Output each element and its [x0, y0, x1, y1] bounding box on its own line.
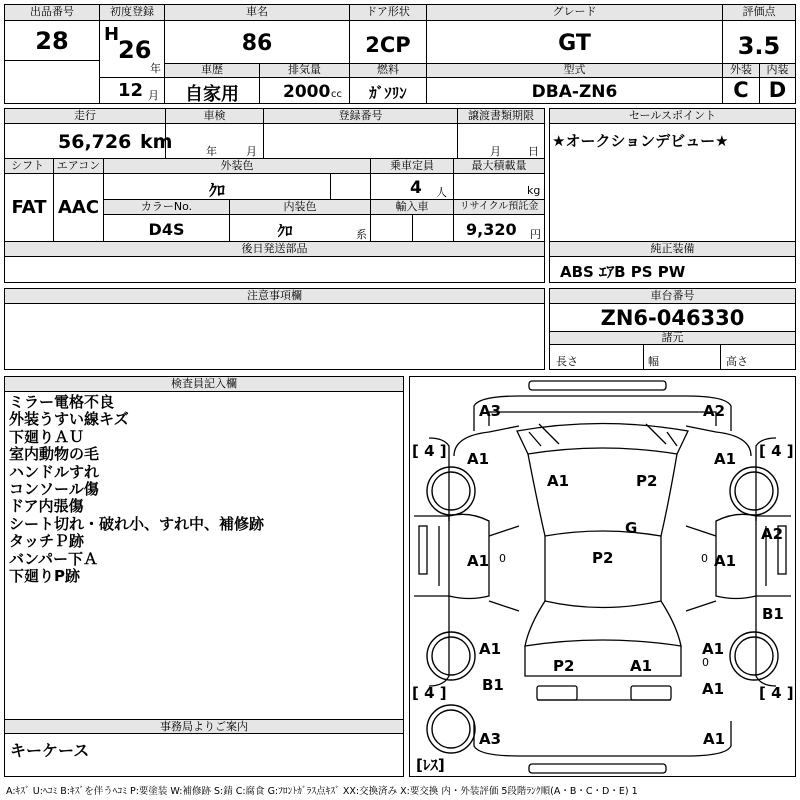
- history-label: 車歴: [165, 64, 259, 77]
- int-color-label: 内装色: [230, 200, 370, 215]
- ac: AAC: [57, 197, 100, 218]
- equipment: ABS ｴｱB PS PW: [560, 263, 686, 281]
- damage-mark: A3: [479, 402, 502, 420]
- damage-mark: P2: [553, 657, 575, 675]
- recycle-label: リサイクル預託金: [454, 200, 544, 215]
- tire-label-fr: [ 4 ]: [759, 442, 794, 460]
- inspection-year-unit: 年: [206, 145, 217, 158]
- ext-grade: C: [733, 78, 749, 102]
- inspector-note: 外装うすい線キズ: [9, 410, 129, 429]
- damage-mark: A2: [761, 525, 784, 543]
- import-label: 輸入車: [371, 200, 453, 215]
- inspector-note: 室内動物の毛: [9, 445, 100, 464]
- chassis-no: ZN6-046330: [600, 306, 745, 330]
- tire-label-fl: [ 4 ]: [412, 442, 447, 460]
- displacement-unit: cc: [331, 89, 342, 100]
- length-label: 長さ: [556, 355, 578, 368]
- first-reg-label: 初度登録: [100, 5, 164, 21]
- lot-no: 28: [35, 27, 69, 55]
- transfer-label: 譲渡書類期限: [458, 109, 544, 124]
- capacity-label: 乗車定員: [371, 159, 453, 174]
- spare-label: [ﾚｽ]: [416, 756, 445, 774]
- max-load-unit: kg: [527, 184, 541, 197]
- color-no-label: カラーNo.: [104, 200, 229, 215]
- inspector-note: ミラー電格不良: [9, 393, 115, 411]
- inspector-note: タッチＰ跡: [9, 532, 85, 551]
- inspector-note: バンパー下Ａ: [9, 549, 98, 568]
- damage-mark: A1: [467, 450, 490, 468]
- inspector-note: ドア内張傷: [9, 497, 84, 516]
- damage-mark: A1: [702, 640, 725, 658]
- cautions-label: 注意事項欄: [5, 289, 544, 304]
- damage-mark: B1: [482, 676, 504, 694]
- inspector-label: 検査員記入欄: [5, 377, 403, 392]
- grade: GT: [558, 31, 591, 56]
- mileage: 56,726: [58, 131, 132, 153]
- damage-mark: A3: [479, 730, 502, 748]
- damage-mark: A1: [630, 657, 653, 675]
- first-reg-month: 12: [118, 80, 144, 101]
- damage-mark: G: [625, 519, 638, 537]
- svg-text:0: 0: [701, 552, 708, 565]
- fuel-label: 燃料: [350, 64, 426, 77]
- ext-color: ｸﾛ: [208, 181, 225, 200]
- int-grade: D: [768, 78, 787, 102]
- capacity: 4: [410, 178, 422, 198]
- score-label: 評価点: [723, 5, 795, 21]
- lot-no-label: 出品番号: [5, 5, 99, 21]
- recycle-unit: 円: [530, 228, 541, 241]
- damage-mark: A1: [703, 730, 726, 748]
- damage-mark: A2: [703, 402, 726, 420]
- svg-text:0: 0: [499, 552, 506, 565]
- reg-no-label: 登録番号: [264, 109, 457, 124]
- damage-mark: P2: [592, 549, 614, 567]
- inspector-note: 下廻りＡＵ: [9, 427, 85, 446]
- model-label: 型式: [427, 64, 722, 77]
- month-unit: 月: [148, 89, 159, 102]
- car-diagram: [409, 376, 796, 777]
- damage-mark: B1: [762, 605, 784, 623]
- int-grade-label: 内装: [760, 64, 795, 77]
- door: 2CP: [365, 33, 411, 57]
- model: DBA-ZN6: [531, 82, 618, 102]
- history: 自家用: [185, 84, 239, 105]
- office-label: 事務局よりご案内: [5, 719, 403, 734]
- inspector-note: 下廻りP跡: [9, 567, 80, 586]
- width-label: 幅: [648, 355, 659, 368]
- damage-mark: A1: [702, 680, 725, 698]
- sales-point: ★オークションデビュー★: [552, 132, 729, 150]
- displacement-label: 排気量: [260, 64, 349, 77]
- inspector-note: シート切れ・破れ小、すれ中、補修跡: [9, 514, 265, 533]
- ext-color-label: 外装色: [104, 159, 370, 174]
- first-reg-year: 26: [118, 36, 152, 64]
- shift: FAT: [11, 197, 47, 218]
- score: 3.5: [737, 32, 781, 60]
- displacement: 2000: [283, 82, 331, 102]
- damage-mark: P2: [636, 472, 658, 490]
- inspector-notes: [9, 394, 264, 585]
- inspection-label: 車検: [166, 109, 263, 124]
- damage-mark: A1: [714, 450, 737, 468]
- legend: A:ｷｽﾞ U:ﾍｺﾐ B:ｷｽﾞを伴うﾍｺﾐ P:要塗装 W:補修跡 S:錆 C:腐食 G:ﾌﾛﾝﾄｶﾞﾗｽ点ｷｽﾞ XX:交換済み X:要交換 内・外装評価 5段階ﾗﾝｸ順(A・B・C・D・E) 1: [6, 786, 638, 797]
- inspector-note: コンソール傷: [9, 480, 99, 499]
- capacity-unit: 人: [436, 186, 447, 199]
- recycle: 9,320: [466, 220, 517, 239]
- int-color-unit: 系: [356, 228, 367, 241]
- damage-mark: A1: [467, 552, 490, 570]
- damage-mark: A1: [479, 640, 502, 658]
- chassis-label: 車台番号: [550, 289, 795, 304]
- damage-mark: A1: [547, 472, 570, 490]
- tire-label-rr: [ 4 ]: [759, 684, 794, 702]
- ext-grade-label: 外装: [723, 64, 759, 77]
- car-name-label: 車名: [165, 5, 349, 21]
- era: H: [104, 24, 120, 45]
- height-label: 高さ: [726, 355, 748, 368]
- tire-label-rl: [ 4 ]: [412, 684, 447, 702]
- office-note: キーケース: [10, 741, 90, 760]
- later-parts-label: 後日発送部品: [5, 242, 544, 257]
- year-unit: 年: [150, 62, 161, 75]
- max-load-label: 最大積載量: [454, 159, 544, 174]
- color-no: D4S: [148, 220, 185, 239]
- car-name: 86: [241, 31, 273, 56]
- specs-label: 諸元: [550, 331, 795, 345]
- ac-label: エアコン: [54, 159, 103, 174]
- shift-label: シフト: [5, 159, 53, 174]
- fuel: ｶﾞｿﾘﾝ: [369, 84, 407, 102]
- grade-label: グレード: [427, 5, 722, 21]
- sales-label: セールスポイント: [550, 109, 795, 124]
- transfer-day-unit: 日: [528, 145, 539, 158]
- door-label: ドア形状: [350, 5, 426, 21]
- mileage-unit: km: [140, 131, 173, 153]
- transfer-month-unit: 月: [490, 145, 501, 158]
- inspector-note: ハンドルすれ: [9, 462, 100, 481]
- equipment-label: 純正装備: [550, 242, 795, 257]
- int-color: ｸﾛ: [277, 222, 293, 240]
- inspection-month-unit: 月: [246, 145, 257, 158]
- damage-mark: A1: [714, 552, 737, 570]
- mileage-label: 走行: [5, 109, 165, 124]
- svg-text:0: 0: [702, 656, 709, 669]
